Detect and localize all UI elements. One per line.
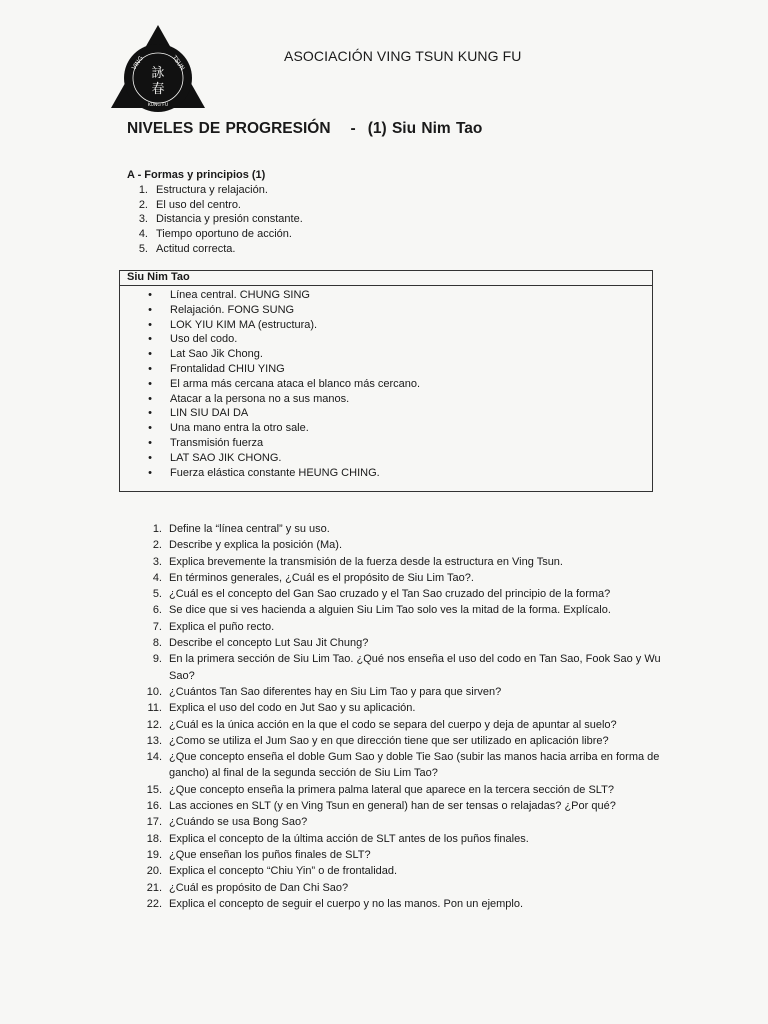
question-text: Define la “línea central” y su uso. — [169, 523, 330, 535]
question-text: Explica brevemente la transmisión de la fuerza desde la estructura en Ving Tsun. — [169, 555, 563, 568]
question-number: 19. — [146, 848, 162, 861]
question-item — [142, 717, 662, 733]
question-number: 16. — [146, 800, 162, 813]
box-title: Siu Nim Tao — [120, 271, 652, 286]
question-number: 6. — [152, 604, 162, 617]
bullet-text: Atacar a la persona no a sus manos. — [170, 392, 350, 405]
question-text: ¿Que enseñan los puños finales de SLT? — [169, 848, 371, 861]
bullet-text: El arma más cercana ataca el blanco más cercano. — [170, 377, 421, 390]
item-text: El uso del centro. — [156, 198, 241, 211]
bullet-icon: • — [148, 362, 152, 375]
question-number: 11. — [147, 702, 162, 715]
questions-section — [142, 521, 662, 912]
question-number: 15. — [146, 783, 162, 796]
logo-char-top: 詠 — [151, 66, 165, 81]
logo-text-bottom: KUNG FU — [147, 103, 169, 108]
bullet-icon: • — [148, 348, 152, 361]
question-number: 9. — [152, 653, 162, 666]
question-item — [142, 586, 662, 602]
question-text: Explica el concepto de la última acción de SLT antes de los puños finales. — [169, 832, 529, 845]
bullet-text: Una mano entra la otro sale. — [170, 422, 309, 435]
bullet-icon: • — [148, 392, 152, 405]
bullet-item — [120, 392, 652, 407]
question-text: Explica el concepto “Chiu Yin” o de frontalidad. — [169, 865, 398, 878]
question-text: Describe y explica la posición (Ma). — [169, 539, 343, 552]
question-number: 8. — [152, 637, 162, 650]
logo-char-bottom: 春 — [151, 82, 165, 97]
question-item — [142, 863, 662, 879]
organization-title: ASOCIACIÓN VING TSUN KUNG FU — [284, 48, 522, 64]
bullet-icon: • — [148, 303, 152, 316]
bullet-item — [120, 406, 652, 421]
bullet-icon: • — [148, 451, 152, 464]
question-number: 13. — [146, 734, 162, 747]
bullet-icon: • — [148, 407, 152, 420]
question-item — [142, 554, 662, 570]
logo-text-left: VING — [130, 54, 145, 72]
bullet-icon: • — [148, 289, 152, 301]
bullet-text: Relajación. FONG SUNG — [170, 303, 295, 316]
list-item — [127, 198, 303, 213]
bullet-item — [120, 362, 652, 377]
question-item — [142, 602, 662, 618]
question-item — [142, 749, 662, 782]
question-text: ¿Cuál es la única acción en la que el codo se separa del cuerpo y deja de apuntar al suelo? — [169, 718, 617, 731]
ving-tsun-logo-icon — [108, 22, 208, 112]
question-number: 1. — [152, 523, 162, 535]
question-number: 20. — [146, 865, 162, 878]
question-number: 2. — [152, 539, 162, 552]
bullet-icon: • — [148, 333, 152, 346]
bullet-icon: • — [148, 466, 152, 479]
question-number: 4. — [152, 571, 162, 584]
bullet-item — [120, 332, 652, 347]
bullet-item — [120, 347, 652, 362]
question-item — [142, 700, 662, 716]
list-item — [127, 212, 303, 227]
question-text: Explica el puño recto. — [169, 620, 275, 633]
list-item — [127, 242, 303, 257]
question-number: 14. — [146, 751, 162, 764]
question-number: 5. — [152, 588, 162, 601]
item-number: 5. — [138, 242, 148, 255]
bullet-item — [120, 436, 652, 451]
question-item — [142, 651, 662, 684]
question-text: Las acciones en SLT (y en Ving Tsun en general) han de ser tensas o relajadas? ¿Por qué? — [169, 800, 616, 813]
question-text: Describe el concepto Lut Sau Jit Chung? — [169, 637, 369, 650]
item-number: 3. — [138, 213, 148, 226]
question-text: ¿Como se utiliza el Jum Sao y en que dirección tiene que ser utilizado en aplicación libre? — [169, 734, 609, 747]
bullet-text: Transmisión fuerza — [170, 436, 264, 449]
question-number: 21. — [146, 881, 162, 894]
bullet-text: Uso del codo. — [170, 333, 238, 346]
question-number: 17. — [146, 816, 162, 829]
heading-left: NIVELES DE PROGRESIÓN — [127, 120, 331, 137]
question-item — [142, 814, 662, 830]
item-text: Actitud correcta. — [156, 242, 236, 255]
question-item — [142, 570, 662, 586]
heading-right: (1) Siu Nim Tao — [367, 120, 483, 137]
bullet-item — [120, 288, 652, 303]
list-item — [127, 183, 303, 198]
section-formas-principios — [127, 168, 303, 257]
question-text: En la primera sección de Siu Lim Tao. ¿Qué nos enseña el uso del codo en Tan Sao, Fook Sao y Wu Sao? — [169, 653, 661, 682]
question-text: ¿Que concepto enseña el doble Gum Sao y doble Tie Sao (subir las manos hacia arriba en forma de gancho) al final de la segunda sección de Siu Lim Tao? — [169, 751, 660, 780]
bullet-text: Lat Sao Jik Chong. — [170, 348, 263, 361]
question-text: Se dice que si ves hacienda a alguien Siu Lim Tao solo ves la mitad de la forma. Explícalo. — [169, 604, 611, 617]
item-number: 1. — [138, 183, 148, 196]
bullet-text: Fuerza elástica constante HEUNG CHING. — [170, 466, 380, 479]
question-item — [142, 635, 662, 651]
question-item — [142, 733, 662, 749]
item-text: Tiempo oportuno de acción. — [156, 228, 292, 241]
question-text: ¿Cuál es el concepto del Gan Sao cruzado y el Tan Sao cruzado del principio de la forma? — [169, 588, 611, 601]
question-item — [142, 831, 662, 847]
bullet-text: Línea central. CHUNG SING — [170, 289, 310, 301]
list-item — [127, 227, 303, 242]
siu-nim-tao-box — [119, 270, 653, 492]
question-text: ¿Que concepto enseña la primera palma lateral que aparece en la tercera sección de SLT? — [169, 783, 614, 796]
item-number: 4. — [138, 228, 148, 241]
question-number: 12. — [146, 718, 162, 731]
question-item — [142, 619, 662, 635]
bullet-text: LIN SIU DAI DA — [170, 407, 249, 420]
question-number: 7. — [152, 620, 162, 633]
bullet-item — [120, 451, 652, 466]
question-text: ¿Cuándo se usa Bong Sao? — [169, 816, 308, 829]
bullet-icon: • — [148, 377, 152, 390]
question-item — [142, 782, 662, 798]
question-item — [142, 798, 662, 814]
item-text: Distancia y presión constante. — [156, 213, 303, 226]
concepts-list — [120, 288, 652, 480]
question-text: En términos generales, ¿Cuál es el propósito de Siu Lim Tao?. — [169, 571, 474, 584]
question-item — [142, 684, 662, 700]
question-item — [142, 537, 662, 553]
question-number: 10. — [146, 685, 162, 698]
bullet-item — [120, 466, 652, 481]
question-item — [142, 521, 662, 537]
bullet-icon: • — [148, 318, 152, 331]
bullet-text: LAT SAO JIK CHONG. — [170, 451, 282, 464]
question-item — [142, 896, 662, 912]
question-number: 18. — [146, 832, 162, 845]
question-text: ¿Cuál es propósito de Dan Chi Sao? — [169, 881, 349, 894]
principles-list — [127, 183, 303, 257]
bullet-icon: • — [148, 436, 152, 449]
question-text: Explica el uso del codo en Jut Sao y su aplicación. — [169, 702, 416, 715]
question-text: Explica el concepto de seguir el cuerpo y no las manos. Pon un ejemplo. — [169, 897, 524, 910]
question-number: 3. — [152, 555, 162, 568]
questions-list — [142, 521, 662, 912]
question-number: 22. — [146, 897, 162, 910]
item-text: Estructura y relajación. — [156, 183, 268, 196]
question-item — [142, 847, 662, 863]
bullet-item — [120, 303, 652, 318]
bullet-item — [120, 318, 652, 333]
bullet-text: Frontalidad CHIU YING — [170, 362, 285, 375]
page-heading — [127, 120, 482, 138]
bullet-text: LOK YIU KIM MA (estructura). — [170, 318, 318, 331]
item-number: 2. — [138, 198, 148, 211]
bullet-item — [120, 377, 652, 392]
question-item — [142, 880, 662, 896]
bullet-item — [120, 421, 652, 436]
bullet-icon: • — [148, 422, 152, 435]
heading-separator: - — [350, 120, 356, 137]
section-title: A - Formas y principios (1) — [127, 169, 266, 181]
question-text: ¿Cuántos Tan Sao diferentes hay en Siu Lim Tao y para que sirven? — [169, 685, 502, 698]
logo-text-right: TSUN — [170, 54, 186, 72]
